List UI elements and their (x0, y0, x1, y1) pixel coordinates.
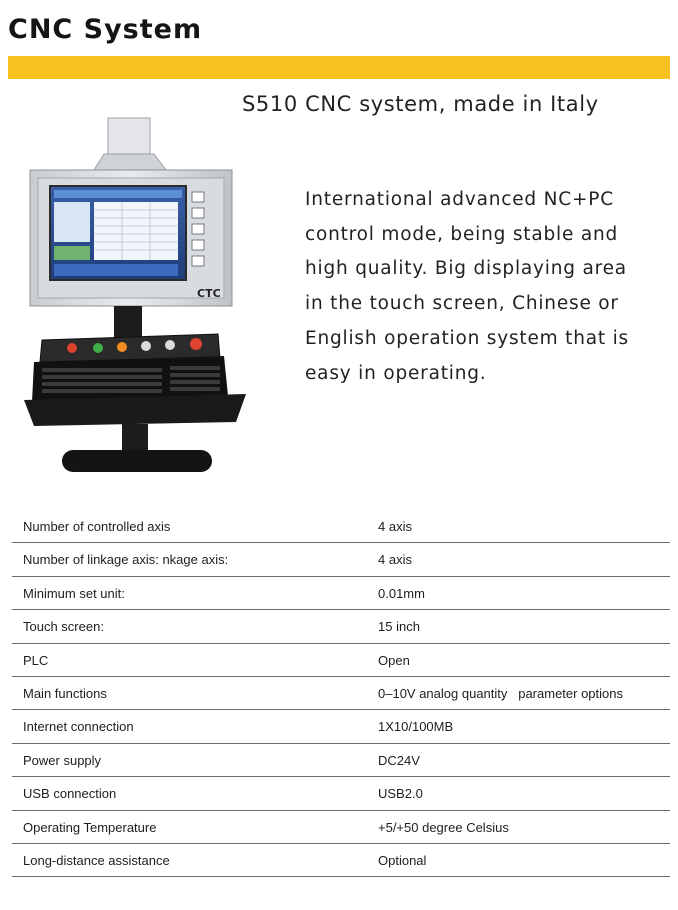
spec-row (12, 811, 670, 844)
spec-value: 4 axis (378, 519, 412, 534)
spec-row (12, 777, 670, 810)
spec-value: 15 inch (378, 619, 420, 635)
spec-row (12, 543, 670, 576)
spec-label: Power supply (23, 752, 102, 768)
spec-label: Operating Temperature (23, 819, 157, 835)
spec-value: Optional (378, 852, 427, 868)
spec-row (12, 844, 670, 877)
spec-label: Number of linkage axis: nkage axis: (23, 552, 229, 568)
description-line: English operation system that is (305, 327, 629, 349)
spec-table (12, 510, 670, 877)
spec-row (12, 577, 670, 610)
product-subtitle: S510 CNC system, made in Italy (242, 92, 599, 116)
spec-value: USB2.0 (378, 786, 423, 802)
spec-row (12, 744, 670, 777)
spec-value: 1X10/100MB (378, 719, 454, 735)
yellow-header-bar (8, 56, 670, 79)
description-line: in the touch screen, Chinese or (305, 293, 619, 315)
spec-row (12, 710, 670, 743)
spec-value: 0–10V analog quantity parameter options (378, 685, 624, 701)
spec-label: Main functions (23, 685, 107, 701)
spec-row (12, 644, 670, 677)
spec-row (12, 677, 670, 710)
spec-row (12, 610, 670, 643)
spec-label: USB connection (23, 786, 117, 802)
spec-label: PLC (23, 652, 49, 668)
description-line: International advanced NC+PC (305, 189, 614, 210)
spec-value: DC24V (378, 752, 420, 768)
spec-label: Number of controlled axis (23, 519, 171, 534)
spec-label: Long-distance assistance (23, 852, 170, 868)
description-line: control mode, being stable and (305, 223, 619, 245)
page-title: CNC System (8, 14, 203, 45)
spec-label: Minimum set unit: (23, 585, 125, 601)
description-line: high quality. Big displaying area (305, 258, 627, 280)
product-description (305, 183, 670, 391)
spec-label: Touch screen: (23, 619, 104, 635)
spec-value: Open (378, 652, 410, 668)
spec-label: Internet connection (23, 719, 134, 735)
spec-value: +5/+50 degree Celsius (378, 819, 509, 835)
spec-value: 0.01mm (378, 585, 425, 601)
description-line: easy in operating. (305, 362, 487, 384)
brand-logo: CTC (197, 287, 221, 300)
spec-row (12, 510, 670, 543)
cnc-console-image (20, 112, 250, 480)
spec-value: 4 axis (378, 552, 412, 568)
